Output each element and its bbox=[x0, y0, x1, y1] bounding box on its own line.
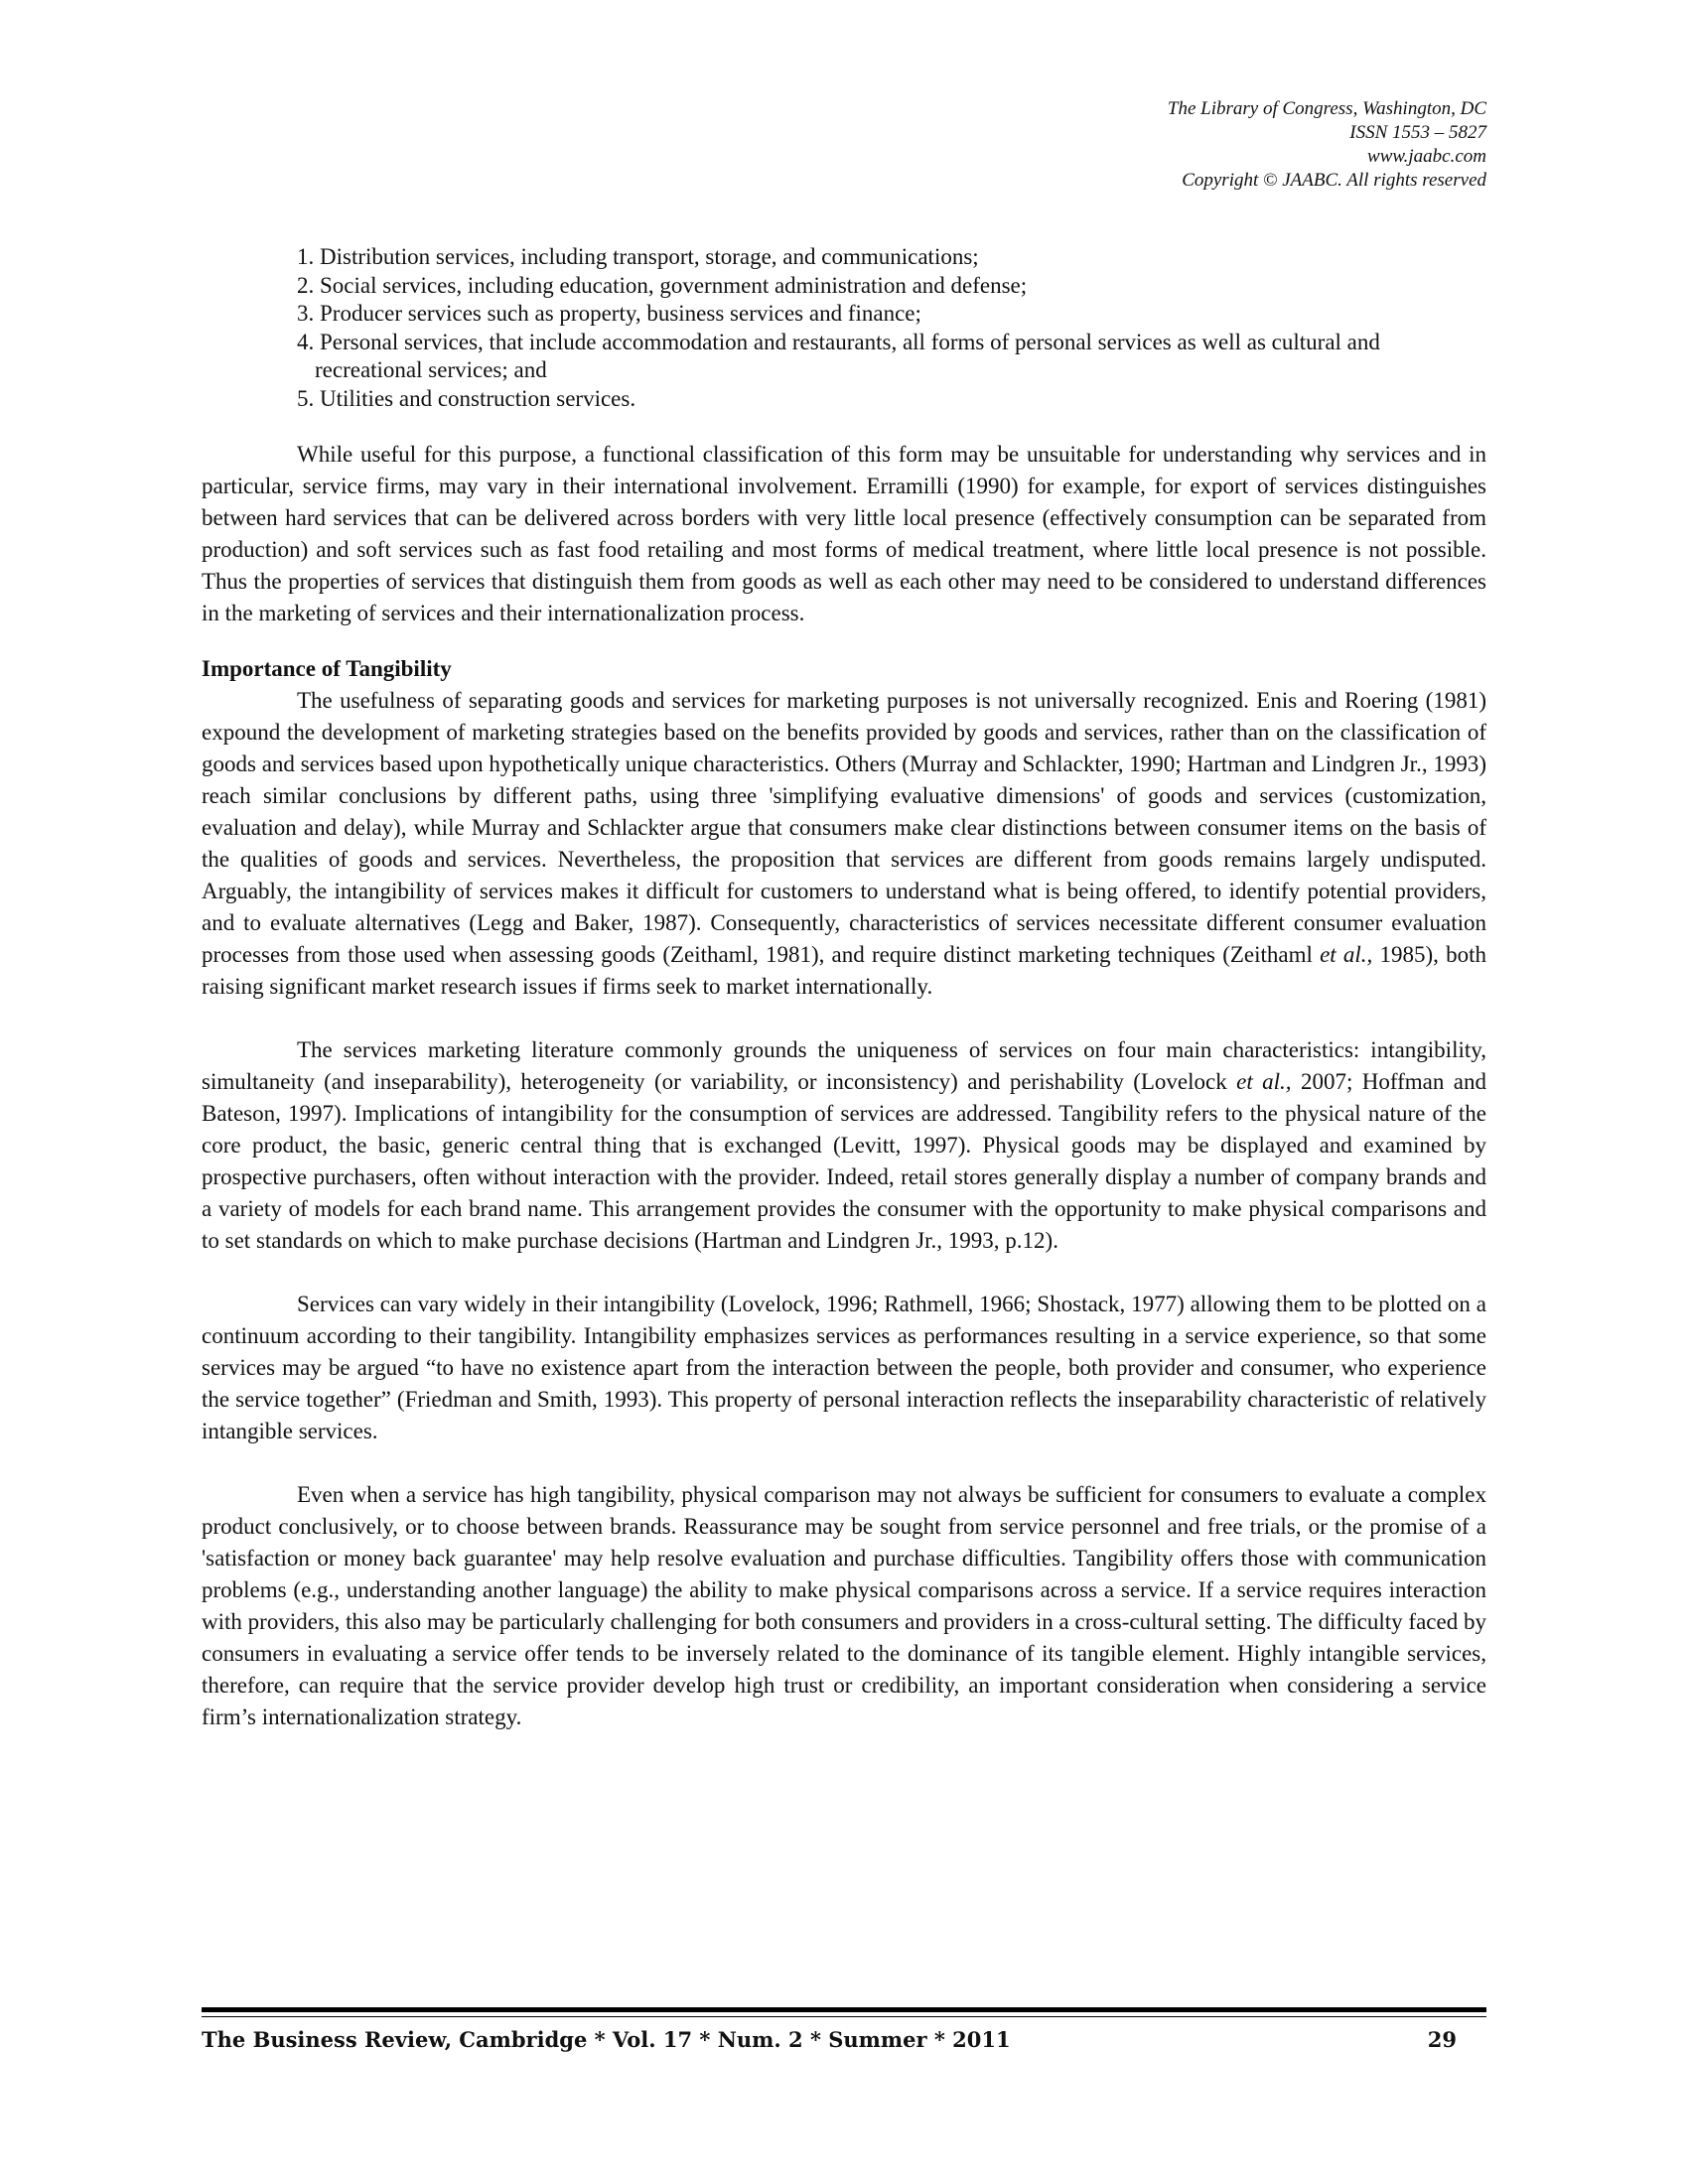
page-number: 29 bbox=[1427, 2027, 1457, 2052]
list-item: 2. Social services, including education, government administration and defense; bbox=[297, 272, 1028, 298]
header-website: www.jaabc.com bbox=[1367, 146, 1486, 167]
services-list bbox=[202, 243, 1486, 413]
footer-journal: The Business Review, Cambridge * Vol. 17 * Num. 2 * Summer * 2011 bbox=[202, 2027, 1011, 2052]
footer-rule-thin bbox=[202, 2016, 1486, 2017]
paragraph-characteristics: The services marketing literature commonly grounds the uniqueness of services on four main characteristics: intangibility, simultaneity (and inseparability), heterogeneity (or variability, or inconsistency) and perishability (Lovelock et al., 2007; Hoffman and Bateson, 1997). Implications of intangibility for the consumption of services are addressed. Tangibility refers to the physical nature of the core product, the basic, generic central thing that is exchanged (Levitt, 1997). Physical goods may be displayed and examined by prospective purchasers, often without interaction with the provider. Indeed, retail stores generally display a number of company brands and a variety of models for each brand name. This arrangement provides the consumer with the opportunity to make physical comparisons and to set standards on which to make purchase decisions (Hartman and Lindgren Jr., 1993, p.12). bbox=[202, 1037, 1486, 1253]
footer-rule-thick bbox=[202, 2007, 1486, 2012]
header-issn: ISSN 1553 – 5827 bbox=[1349, 122, 1486, 143]
paragraph-usefulness: The usefulness of separating goods and services for marketing purposes is not universally recognized. Enis and Roering (1981) expound the development of marketing strategies based on the benefits provided by goods and services, rather than on the classification of goods and services based upon hypothetically unique characteristics. Others (Murray and Schlackter, 1990; Hartman and Lindgren Jr., 1993) reach similar conclusions by different paths, using three 'simplifying evaluative dimensions' of goods and services (customization, evaluation and delay), while Murray and Schlackter argue that consumers make clear distinctions between consumer items on the basis of the qualities of goods and services. Nevertheless, the proposition that services are different from goods remains largely undisputed. Arguably, the intangibility of services makes it difficult for customers to understand what is being offered, to identify potential providers, and to evaluate alternatives (Legg and Baker, 1987). Consequently, characteristics of services necessitate different consumer evaluation processes from those used when assessing goods (Zeithaml, 1981), and require distinct marketing techniques (Zeithaml et al., 1985), both raising significant market research issues if firms seek to market internationally. bbox=[202, 688, 1486, 999]
section-heading: Importance of Tangibility bbox=[202, 656, 452, 681]
paragraph-functional-classification: While useful for this purpose, a functional classification of this form may be unsuitable for understanding why services and in particular, service firms, may vary in their international involvement. Erramilli (1990) for example, for export of services distinguishes between hard services that can be delivered across borders with very little local presence (effectively consumption can be separated from production) and soft services such as fast food retailing and most forms of medical treatment, where little local presence is not possible. Thus the properties of services that distinguish them from goods as well as each other may need to be considered to understand differences in the marketing of services and their internationalization process. bbox=[202, 442, 1486, 625]
list-item: 5. Utilities and construction services. bbox=[297, 385, 636, 411]
header-publisher: The Library of Congress, Washington, DC bbox=[1167, 98, 1486, 119]
list-item: 3. Producer services such as property, business services and finance; bbox=[297, 301, 921, 326]
paragraph-high-tangibility: Even when a service has high tangibility, physical comparison may not always be sufficient for consumers to evaluate a complex product conclusively, or to choose between brands. Reassurance may be sought from service personnel and free trials, or the promise of a 'satisfaction or money back guarantee' may help resolve evaluation and purchase difficulties. Tangibility offers those with communication problems (e.g., understanding another language) the ability to make physical comparisons across a service. If a service requires interaction with providers, this also may be particularly challenging for both consumers and providers in a cross-cultural setting. The difficulty faced by consumers in evaluating a service offer tends to be inversely related to the dominance of its tangible element. Highly intangible services, therefore, can require that the service provider develop high trust or credibility, an important consideration when considering a service firm’s internationalization strategy. bbox=[202, 1482, 1486, 1729]
list-item: 1. Distribution services, including transport, storage, and communications; bbox=[297, 244, 979, 269]
header-copyright: Copyright © JAABC. All rights reserved bbox=[1182, 170, 1486, 191]
list-item: 4. Personal services, that include accommodation and restaurants, all forms of personal services as well as cultural and recreational services; and bbox=[297, 329, 1380, 382]
article-body bbox=[202, 243, 1486, 1765]
running-footer bbox=[202, 2027, 1486, 2052]
paragraph-intangibility-continuum: Services can vary widely in their intangibility (Lovelock, 1996; Rathmell, 1966; Shostack, 1977) allowing them to be plotted on a continuum according to their tangibility. Intangibility emphasizes services as performances resulting in a service experience, so that some services may be argued “to have no existence apart from the interaction between the people, both provider and consumer, who experience the service together” (Friedman and Smith, 1993). This property of personal interaction reflects the inseparability characteristic of relatively intangible services. bbox=[202, 1292, 1486, 1443]
running-header bbox=[1168, 97, 1486, 193]
